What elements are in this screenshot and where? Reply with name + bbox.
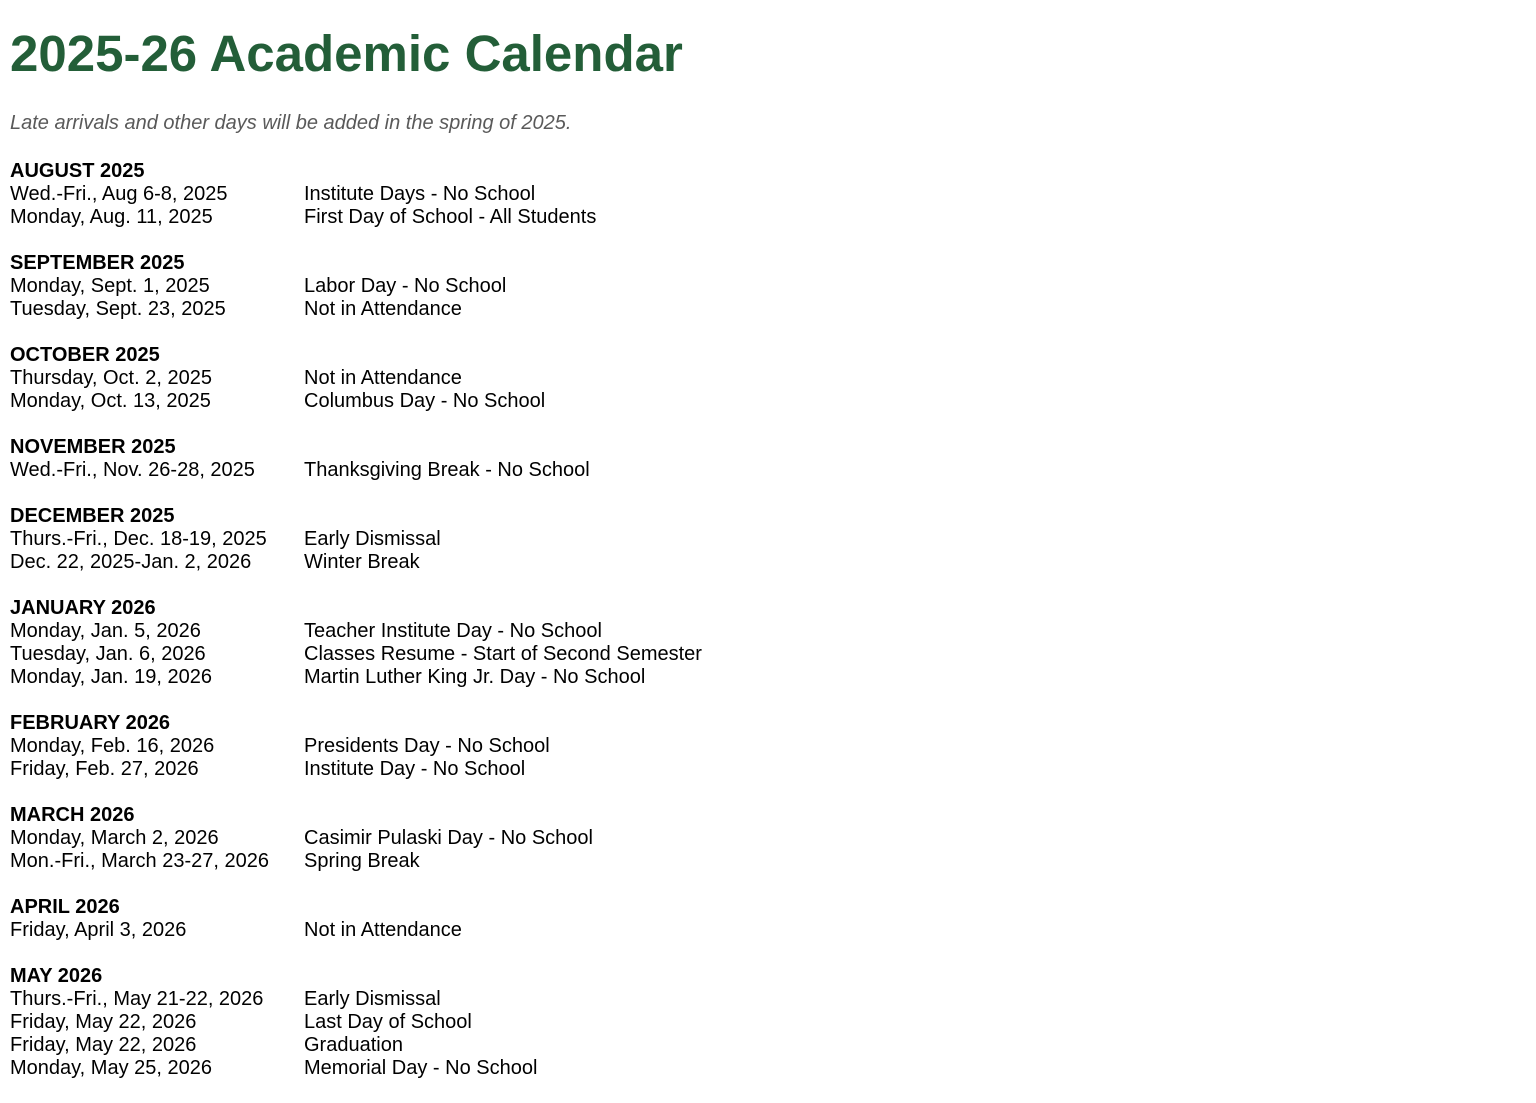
month-section <box>10 965 702 1080</box>
event-row <box>10 1057 702 1080</box>
event-date: Friday, May 22, 2026 <box>10 1034 197 1056</box>
event-date: Mon.-Fri., March 23-27, 2026 <box>10 850 269 872</box>
event-date: Dec. 22, 2025-Jan. 2, 2026 <box>10 551 252 573</box>
month-section <box>10 804 702 873</box>
event-description: Martin Luther King Jr. Day - No School <box>304 666 646 688</box>
event-description: Graduation <box>304 1034 403 1056</box>
month-heading: APRIL 2026 <box>10 896 120 918</box>
event-description: Thanksgiving Break - No School <box>304 459 590 481</box>
event-row <box>10 528 702 551</box>
event-description: Presidents Day - No School <box>304 735 550 757</box>
month-section <box>10 160 702 229</box>
event-description: Columbus Day - No School <box>304 390 546 412</box>
event-date: Thursday, Oct. 2, 2025 <box>10 367 212 389</box>
event-date: Monday, Oct. 13, 2025 <box>10 390 211 412</box>
event-description: Not in Attendance <box>304 919 462 941</box>
event-date: Monday, Jan. 19, 2026 <box>10 666 212 688</box>
event-row <box>10 1034 702 1057</box>
event-date: Tuesday, Jan. 6, 2026 <box>10 643 206 665</box>
event-description: Labor Day - No School <box>304 275 507 297</box>
event-row <box>10 1011 702 1034</box>
event-row <box>10 367 702 390</box>
month-section <box>10 597 702 689</box>
month-section <box>10 344 702 413</box>
event-date: Monday, May 25, 2026 <box>10 1057 212 1079</box>
month-heading: NOVEMBER 2025 <box>10 436 176 458</box>
month-section <box>10 505 702 574</box>
event-date: Friday, May 22, 2026 <box>10 1011 197 1033</box>
event-description: Casimir Pulaski Day - No School <box>304 827 593 849</box>
event-description: Spring Break <box>304 850 420 872</box>
month-heading: FEBRUARY 2026 <box>10 712 171 734</box>
event-row <box>10 459 702 482</box>
month-heading: JANUARY 2026 <box>10 597 156 619</box>
event-row <box>10 390 702 413</box>
event-row <box>10 643 702 666</box>
event-row <box>10 827 702 850</box>
event-description: Not in Attendance <box>304 367 462 389</box>
calendar-note: Late arrivals and other days will be added in the spring of 2025. <box>10 112 572 134</box>
event-description: Last Day of School <box>304 1011 472 1033</box>
event-date: Wed.-Fri., Aug 6-8, 2025 <box>10 183 228 205</box>
event-date: Monday, Jan. 5, 2026 <box>10 620 201 642</box>
event-date: Monday, Feb. 16, 2026 <box>10 735 215 757</box>
event-date: Thurs.-Fri., Dec. 18-19, 2025 <box>10 528 267 550</box>
month-heading: OCTOBER 2025 <box>10 344 160 366</box>
event-row <box>10 850 702 873</box>
event-description: Early Dismissal <box>304 988 441 1010</box>
month-heading: MARCH 2026 <box>10 804 135 826</box>
event-row <box>10 183 702 206</box>
month-heading: DECEMBER 2025 <box>10 505 175 527</box>
event-description: Winter Break <box>304 551 420 573</box>
month-section <box>10 896 702 942</box>
event-date: Monday, Sept. 1, 2025 <box>10 275 210 297</box>
event-row <box>10 275 702 298</box>
month-heading: MAY 2026 <box>10 965 103 987</box>
event-row <box>10 988 702 1011</box>
event-date: Monday, March 2, 2026 <box>10 827 219 849</box>
event-description: First Day of School - All Students <box>304 206 597 228</box>
page-title: 2025-26 Academic Calendar <box>10 25 683 82</box>
event-date: Tuesday, Sept. 23, 2025 <box>10 298 226 320</box>
event-date: Friday, April 3, 2026 <box>10 919 187 941</box>
month-heading: SEPTEMBER 2025 <box>10 252 185 274</box>
event-description: Institute Days - No School <box>304 183 536 205</box>
event-description: Classes Resume - Start of Second Semester <box>304 643 702 665</box>
event-row <box>10 298 702 321</box>
month-section <box>10 712 702 781</box>
event-date: Thurs.-Fri., May 21-22, 2026 <box>10 988 264 1010</box>
event-description: Memorial Day - No School <box>304 1057 538 1079</box>
event-row <box>10 919 702 942</box>
event-date: Wed.-Fri., Nov. 26-28, 2025 <box>10 459 255 481</box>
event-row <box>10 758 702 781</box>
event-description: Not in Attendance <box>304 298 462 320</box>
month-heading: AUGUST 2025 <box>10 160 145 182</box>
event-date: Friday, Feb. 27, 2026 <box>10 758 199 780</box>
event-row <box>10 206 702 229</box>
month-section <box>10 252 702 321</box>
month-section <box>10 436 702 482</box>
event-row <box>10 666 702 689</box>
event-row <box>10 551 702 574</box>
event-row <box>10 735 702 758</box>
event-row <box>10 620 702 643</box>
event-description: Institute Day - No School <box>304 758 526 780</box>
event-description: Early Dismissal <box>304 528 441 550</box>
event-description: Teacher Institute Day - No School <box>304 620 602 642</box>
calendar-list <box>10 160 702 1103</box>
event-date: Monday, Aug. 11, 2025 <box>10 206 213 228</box>
